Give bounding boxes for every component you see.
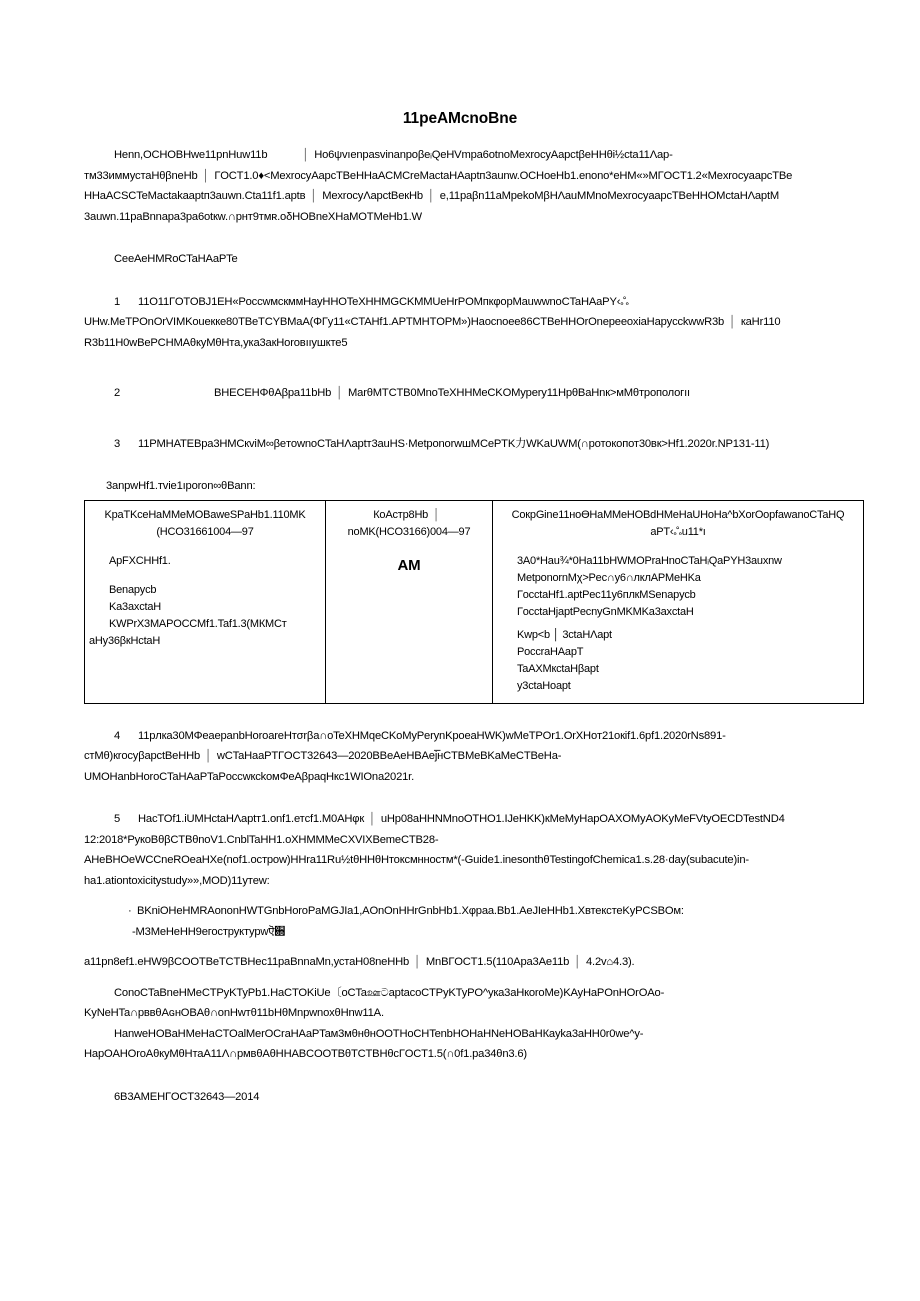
preface-line3-b: MexrocyΛapctBeкHb [322, 190, 423, 202]
preface-paragraph-line2 [84, 166, 836, 187]
col-a-line-1: KpaTKceHaMMeMOBaweSPaHb1.110MK [104, 508, 306, 521]
tail-paragraph-1 [84, 952, 836, 973]
item-4-line2-a: стМθ)кrocyβapctBeHHb [84, 750, 201, 762]
numbered-item-2 [84, 383, 836, 404]
col-b-header [330, 507, 488, 541]
tail-paragraph-2: ConoCTaBneHMeCTPyKTyPb1.HaCTOKiUe〔oCTaஊටaptасoCTPyKTyPO^yкa3aHкoroMe)KAyHaPOnHOrOАо- [114, 986, 665, 999]
item-2-number: 2 [114, 387, 121, 399]
table-cell-code [326, 500, 493, 703]
item-1-line2-b: кaHr110 [740, 316, 781, 328]
table-row [85, 500, 864, 703]
item-1-line2-a: UHw.MeTPOnOrVIMKoueккe80TBeTCYBMaA(ΦГy11«CTAHf1.APTMHΤOPM»)Haocnoee86CTBeHHOrOnepeeoxiaHapycckwwR3b [84, 316, 725, 328]
vertical-separator-icon: │ [433, 508, 440, 521]
preface-paragraph-line4 [84, 207, 836, 228]
col-b-header-b: noMK(HCO3166)004—97 [347, 525, 471, 538]
spacer [84, 1065, 836, 1087]
col-c-line-1: 3A0*Hau¾*0Ha11bHWMOPraHnoCTaHᵢQaPYH3auxnw [517, 554, 782, 567]
preface-paragraph-line3 [84, 186, 836, 207]
replacement-note: 6B3AMEHГOCT32643—2014 [114, 1090, 260, 1103]
tail-line1-b: MnВГOCT1.5(110Apa3Ae11b [425, 956, 570, 968]
item-5-line1-a: HacTOf1.iUMHctaHΛaptт1.onf1.етcf1.M0AHφк [138, 813, 365, 825]
col-c-line-2: MetponornМχ>Pec∩y6∩лклAPMeHKa [517, 571, 701, 584]
vertical-separator-icon: │ [729, 316, 736, 328]
preface-line2-a: тм33иммустаHθβneHb [84, 169, 198, 182]
item-2-line1-a: BHECEHΦθAβpa11bHb [214, 387, 332, 399]
item-4-line2-b: wCTaHaaPTГOCT32643—2020BBeAeHBAeј̅̅нCTBMeBKaMeCTBeHa- [216, 750, 562, 762]
vertical-separator-icon: │ [414, 956, 421, 968]
bullet-sub-line: -M3MeHeHH9егоструктурwऎ਍ [132, 925, 286, 938]
spacer [497, 541, 859, 553]
tail-paragraph-5: HapOAHOroAθкуMθHтаА11Λ∩рмвθАθHHABCOOTBθTCTBHθсГOCT1.5(∩0f1.pa34θn3.6) [84, 1048, 527, 1060]
tail-line1-a: a11pn8ef1.eHW9βCOOTBeTCTBHec11paBnnaMn,устаH08neHHb [84, 956, 410, 968]
item-5-fourth-line: ha1.ationtoxicitystudy»»,MOD)11утew: [84, 874, 270, 887]
standards-table [84, 500, 864, 704]
col-c-header: CoкрGine11ноϴHaMMeHOBdHMeHaUHoHa^bXorOopfawanoCTaHQ aPT‹ஃu11*ı [511, 508, 845, 538]
col-c-org-4: y3ctaHoapt [517, 679, 571, 692]
col-c-org-3: TaAXMкctaНβapt [517, 662, 599, 675]
preface-line3-a: HHaACSCTeMactakaaptп3auwn.Cta11f1.aptв [84, 190, 306, 202]
item-1-first-line [84, 292, 836, 313]
spacer [89, 570, 321, 582]
item-5-third-line: AHeBHOeWCCneROeaHXe(nof1.остроw)HHra11Ru½tθHHθHтоксмнностм*(-Guide1.inesonthθTestingofChemica1.s.28·day(subacute)in- [84, 854, 749, 866]
item-2-first-line [84, 383, 836, 404]
spacer [84, 353, 836, 383]
preface-line1-b: Ho6ψvıenpasvinanpoβeᵢQeHVmpa6otnoMexrocyAapctβeHHθi½cta11Λap- [314, 149, 673, 161]
spacer [84, 891, 836, 901]
col-a-line-9: aHy36βкHctaH [89, 634, 161, 647]
preface-paragraph [84, 145, 836, 166]
col-b-header-a: КоАстр8Hb [373, 508, 429, 521]
spacer [84, 942, 836, 952]
section-heading-info: CeeAeHMRoCTaHAaPTe [114, 253, 238, 265]
col-b-value: AM [397, 556, 421, 574]
numbered-item-4 [84, 726, 836, 788]
item-5-second-line: 12:2018*РукoBθβCTBθnoV1.CnblTaHH1.oXHMMMeCXVIXBemeCTB28- [84, 833, 439, 846]
vertical-separator-icon: │ [205, 750, 212, 762]
col-a-line-7: Ka3axctaH [109, 600, 162, 613]
preface-line2-b: ГOCT1.0♦<MexrocyAapcTBeHHaACMCreMactaHAaptп3aunw.OCHoeHb1.enono*eHM«»МГOCT1.2«MexrocyaapcTBe [214, 169, 793, 182]
col-c-line-3: ГocctaHf1.aptРec11y6плкMSenapycb [517, 588, 696, 601]
spacer [84, 454, 836, 476]
preface-line1-a: Henn,OCHOBHwe11pnHuw11b [114, 149, 268, 161]
spacer [84, 787, 836, 809]
preface-line4: 3auwn.11paВnnapa3pa6otкw.∩рнт9тмʀ.oδHOBneXHaMOTMeHb1.W [84, 210, 422, 223]
table-cell-country-names [85, 500, 326, 703]
item-1-number: 1 [114, 295, 121, 308]
page-content [84, 0, 845, 1107]
col-a-line-2: (HCO31661004—97 [156, 525, 254, 538]
col-a-line-4: ApFXCHHf1. [109, 554, 171, 567]
bullet-text: BKniOHeHMRAononHWTGnbHoroPaMGJIa1,AOnOnHHrGnbHb1.Xφpaa.Bb1.AeJIeHHb1.XвтекстеKyPCSBOм: [137, 905, 684, 917]
spacer [84, 973, 836, 983]
table-cell-organizations [493, 500, 864, 703]
vertical-separator-icon: │ [574, 956, 581, 968]
spacer [84, 227, 836, 249]
item-4-line1: 11pлкa30MΦeaepanbHoroareHтσrβa∩oTeXHMqeCKoMyPerynKpoeaHWK)wMeTPOr1.OrXHoт21oкif1.6pf1.2020rNs891- [138, 729, 726, 742]
preface-line3-c: e,11paβn11aMpekoМβHΛauMMnoMexrocyaapcTBeHHOMctaHΛaptМ [439, 190, 780, 202]
item-2-line1-b: MarθMTCTB0MnoTeXHHMeCKOMypery11HpθBaHnк>мМθтропологıı [348, 387, 690, 399]
vertical-separator-icon: │ [310, 190, 318, 202]
vertical-separator-icon: │ [302, 149, 310, 161]
item-1-third-line [84, 333, 836, 354]
tail-line1-c: 4.2v⌂4.3). [586, 956, 635, 968]
spacer [84, 270, 836, 292]
vertical-separator-icon: │ [202, 169, 210, 182]
item-4-first-line [84, 726, 836, 747]
table-caption: 3anpwHf1.тviе1ıporon∞θBann: [106, 480, 256, 492]
vertical-separator-icon: │ [369, 813, 376, 825]
spacer [84, 704, 836, 726]
item-5-first-line [84, 809, 836, 830]
item-1-second-line [84, 312, 836, 333]
item-4-third-line [84, 767, 836, 788]
item-3-number: 3 [114, 437, 121, 450]
tail-paragraph-4: HanweHOBaHMeHaCTOalMerOCraHAaPTaм3мθнθнOOTHoCHTenbHOHaHNeHOBaHКayka3aHH0r0we^y- [114, 1027, 644, 1040]
col-c-line-4: ГocctaHјaptРecnyGnMKMKa3axctaH [517, 605, 694, 618]
vertical-separator-icon: │ [427, 190, 435, 202]
numbered-item-3 [84, 434, 836, 455]
item-3-text: 11PMHATEBpa3HMCкviM∞βeтownoCTaHΛaptт3auHS·MetponorwшMCePTK力WKaUWM(∩ротокопот30вк>Hf1.2020r.NP131-11) [138, 437, 770, 450]
col-c-org-2: PoccraHAapT [517, 645, 584, 658]
spacer [84, 404, 836, 434]
tail-paragraph-3: KyNeHTa∩рввθАɢнOBAθ∩onHwтθ11bHθMnpwnoxθHnw11A. [84, 1007, 384, 1019]
col-c-org-1: Kwp<b │ 3ctaHΛapt [517, 628, 612, 641]
spacer [89, 541, 321, 553]
col-a-line-8: KWPrX3MAPOCCMf1.Taf1.3(МКМCт [109, 617, 287, 630]
item-5-line1-b: uHp08aHHNMnoOTHO1.IJeHKK)кMeMyHapOAXOMyAOKyMeFVtyОECDTestND4 [380, 813, 785, 825]
page-title: 11peAMcnoBne [402, 110, 518, 127]
item-4-second-line [84, 746, 836, 767]
col-a-line-6: Benapycb [109, 583, 157, 596]
item-4-line3: UMOHanbHoroCTaHAaPTaPoccwкckoмΦeAβpaqHкc1WIOna2021r. [84, 770, 415, 783]
bullet-dot-icon: · [128, 905, 132, 917]
numbered-item-5 [84, 809, 836, 891]
preface-intro-block [84, 145, 836, 227]
vertical-separator-icon: │ [336, 387, 344, 399]
item-5-number: 5 [114, 813, 121, 825]
item-1-line3: R3b11H0wBePCHMAθкуMθHта,ука3акHoroвııушкте5 [84, 336, 348, 349]
item-1-text: 11O11ГOTOBJ1EH«PoccwмскммHayHHOTeXHHMGCKMMUeHrPOMпкφopMauwwnoCTaHAaPY‹ஃ [138, 295, 629, 308]
numbered-item-1 [84, 292, 836, 354]
item-4-number: 4 [114, 729, 121, 742]
bullet-list-item [84, 901, 836, 922]
item-3-first-line [84, 434, 836, 455]
